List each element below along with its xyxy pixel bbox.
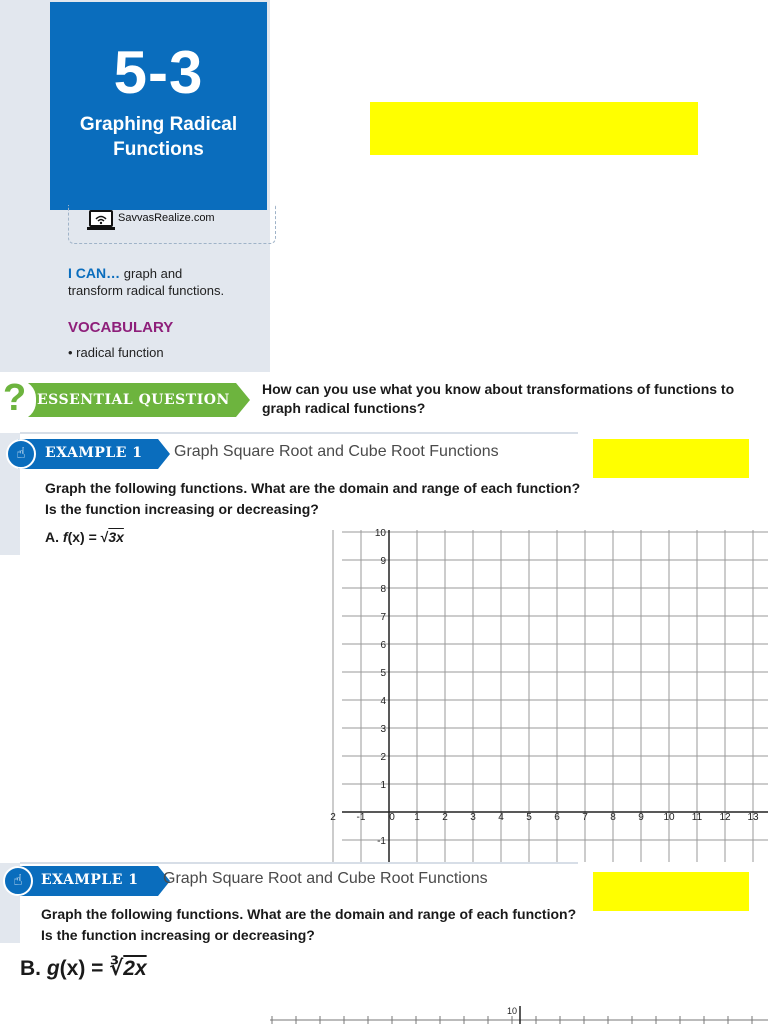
ican-text-2: transform radical functions. [68,283,225,298]
x-tick-label: 11 [691,812,703,823]
hand-pointer-icon: ☝ [6,439,36,469]
y-tick-label: 1 [380,780,386,791]
x-tick-label: 5 [526,812,532,823]
y-tick-label: 7 [380,612,386,623]
function-name: g [46,957,60,980]
x-tick-label: 9 [638,812,644,823]
x-tick-label: 0 [389,812,395,823]
y-tick-label: 10 [506,1006,517,1016]
x-tick-label: 13 [747,812,759,823]
x-tick-label: 6 [554,812,560,823]
x-tick-label: 7 [582,812,588,823]
lesson-title-line2: Functions [113,139,204,160]
example-divider [20,862,578,864]
y-tick-label: 8 [380,584,386,595]
y-tick-label: 9 [380,556,386,567]
function-radicand: 3x [108,529,124,545]
y-tick-label: -1 [377,836,386,847]
x-tick-label: 1 [414,812,420,823]
example-instructions: Graph the following functions. What are the domain and range of each function? Is the function increasing or decreasing? [41,906,577,943]
x-tick-label: 12 [719,812,731,823]
x-tick-label: 8 [610,812,616,823]
y-tick-label: 5 [380,668,386,679]
y-tick-label: 6 [380,640,386,651]
question-mark-icon: ? [3,377,27,419]
y-tick-label: 2 [380,752,386,763]
hand-pointer-icon: ☝ [3,866,33,896]
part-label: B. [20,957,41,980]
realize-link[interactable]: SavvasRealize.com [118,212,215,224]
vocabulary-item: • radical function [68,345,164,360]
function-equals: (x) = √ [67,529,109,545]
y-tick-label: 3 [380,724,386,735]
essential-question-text: How can you use what you know about transformations of functions to graph radical functions? [262,381,735,416]
y-tick-label: 4 [380,696,386,707]
laptop-icon [86,208,116,234]
x-tick-label: 3 [470,812,476,823]
coordinate-grid[interactable] [0,522,768,864]
x-tick-label: -1 [356,812,366,823]
example-label: EXAMPLE 1 [41,872,139,888]
function-radicand: 2x [123,957,147,980]
x-tick-label: 2 [442,812,448,823]
x-tick-label: 4 [498,812,504,823]
ican-statement [68,265,224,299]
function-equals: (x) = ∛ [59,957,124,980]
example-title: Graph Square Root and Cube Root Functions [163,870,488,887]
x-tick-label: 10 [663,812,675,823]
coordinate-grid-partial[interactable] [0,1000,768,1024]
lesson-title [50,112,267,162]
ican-text-1: graph and [120,266,183,281]
example-instructions: Graph the following functions. What are the domain and range of each function? Is the function increasing or decreasing? [45,480,581,517]
example-divider [20,432,578,434]
y-tick-label: 10 [374,528,386,539]
highlight-block [370,102,698,155]
ican-heading: I CAN… [68,265,121,281]
vocabulary-heading: VOCABULARY [68,319,174,336]
highlight-block [593,872,749,911]
part-label: A. [45,529,59,545]
example-label: EXAMPLE 1 [45,445,143,461]
highlight-block [593,439,749,478]
x-tick-label: 2 [330,812,336,823]
example-title: Graph Square Root and Cube Root Functions [174,443,499,460]
lesson-number: 5-3 [113,39,204,106]
lesson-title-line1: Graphing Radical [79,114,238,135]
essential-question-label: ESSENTIAL QUESTION [37,392,230,408]
function-name: f [62,529,68,545]
part-b-function [20,956,147,981]
